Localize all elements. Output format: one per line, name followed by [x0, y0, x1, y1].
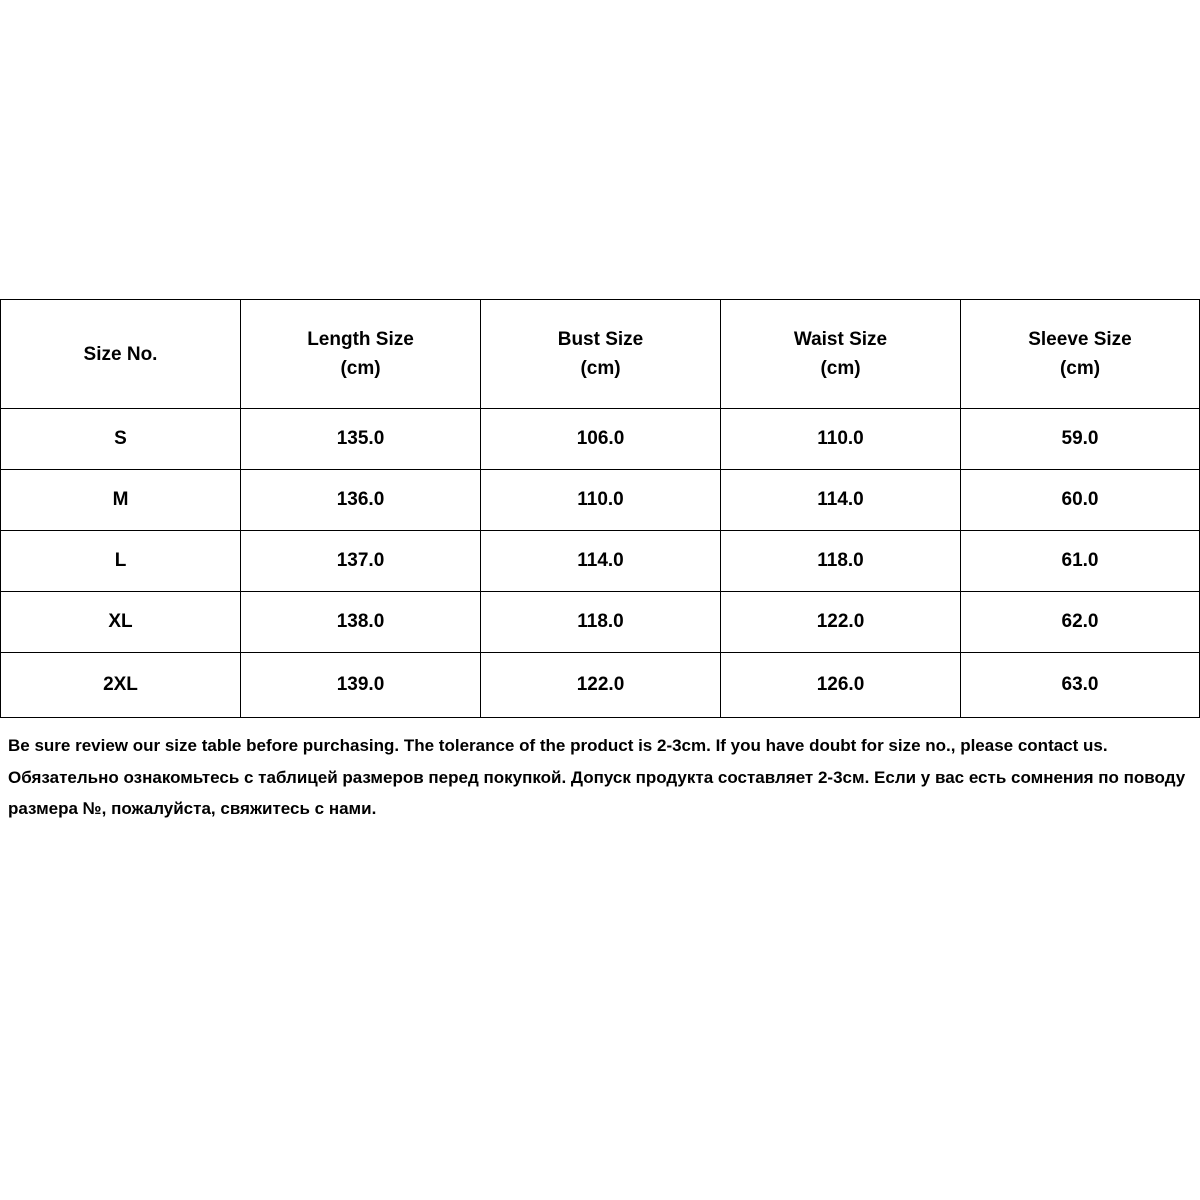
table-row	[1, 653, 1200, 718]
cell-sleeve: 59.0	[961, 409, 1200, 470]
table-row	[1, 531, 1200, 592]
cell-size-no: M	[1, 470, 241, 531]
cell-size-no: XL	[1, 592, 241, 653]
header-unit: (cm)	[820, 358, 861, 379]
cell-waist: 122.0	[721, 592, 961, 653]
cell-bust: 106.0	[481, 409, 721, 470]
cell-length: 137.0	[241, 531, 481, 592]
header-unit: (cm)	[1059, 358, 1101, 379]
cell-sleeve: 63.0	[961, 653, 1200, 718]
header-label: Length Size	[307, 329, 414, 350]
header-label: Sleeve Size	[1028, 329, 1132, 350]
note-russian: Обязательно ознакомьтесь с таблицей размеров перед покупкой. Допуск продукта составляет 2-3см. Если у вас есть сомнения по поводу размера №, пожалуйста, свяжитесь с нами.	[8, 767, 1186, 818]
header-sleeve-size	[961, 300, 1200, 409]
size-notes	[8, 730, 1194, 825]
cell-bust: 110.0	[481, 470, 721, 531]
cell-sleeve: 60.0	[961, 470, 1200, 531]
cell-waist: 110.0	[721, 409, 961, 470]
table-row	[1, 409, 1200, 470]
cell-waist: 126.0	[721, 653, 961, 718]
cell-bust: 114.0	[481, 531, 721, 592]
cell-length: 135.0	[241, 409, 481, 470]
note-english: Be sure review our size table before purchasing. The tolerance of the product is 2-3cm. If you have doubt for size no., please contact us.	[8, 736, 1108, 755]
cell-size-no: S	[1, 409, 241, 470]
header-label: Waist Size	[793, 329, 888, 350]
cell-size-no: 2XL	[1, 653, 241, 718]
size-table	[0, 299, 1200, 718]
header-label: Size No.	[83, 343, 158, 365]
cell-bust: 118.0	[481, 592, 721, 653]
cell-sleeve: 62.0	[961, 592, 1200, 653]
header-size-no	[1, 300, 241, 409]
header-waist-size	[721, 300, 961, 409]
header-length-size	[241, 300, 481, 409]
header-unit: (cm)	[580, 358, 621, 379]
table-row	[1, 470, 1200, 531]
cell-bust: 122.0	[481, 653, 721, 718]
cell-waist: 114.0	[721, 470, 961, 531]
cell-waist: 118.0	[721, 531, 961, 592]
header-label: Bust Size	[557, 329, 644, 350]
cell-length: 138.0	[241, 592, 481, 653]
table-row	[1, 592, 1200, 653]
header-bust-size	[481, 300, 721, 409]
cell-length: 139.0	[241, 653, 481, 718]
table-header-row	[1, 300, 1200, 409]
cell-length: 136.0	[241, 470, 481, 531]
header-unit: (cm)	[340, 358, 381, 379]
cell-size-no: L	[1, 531, 241, 592]
cell-sleeve: 61.0	[961, 531, 1200, 592]
